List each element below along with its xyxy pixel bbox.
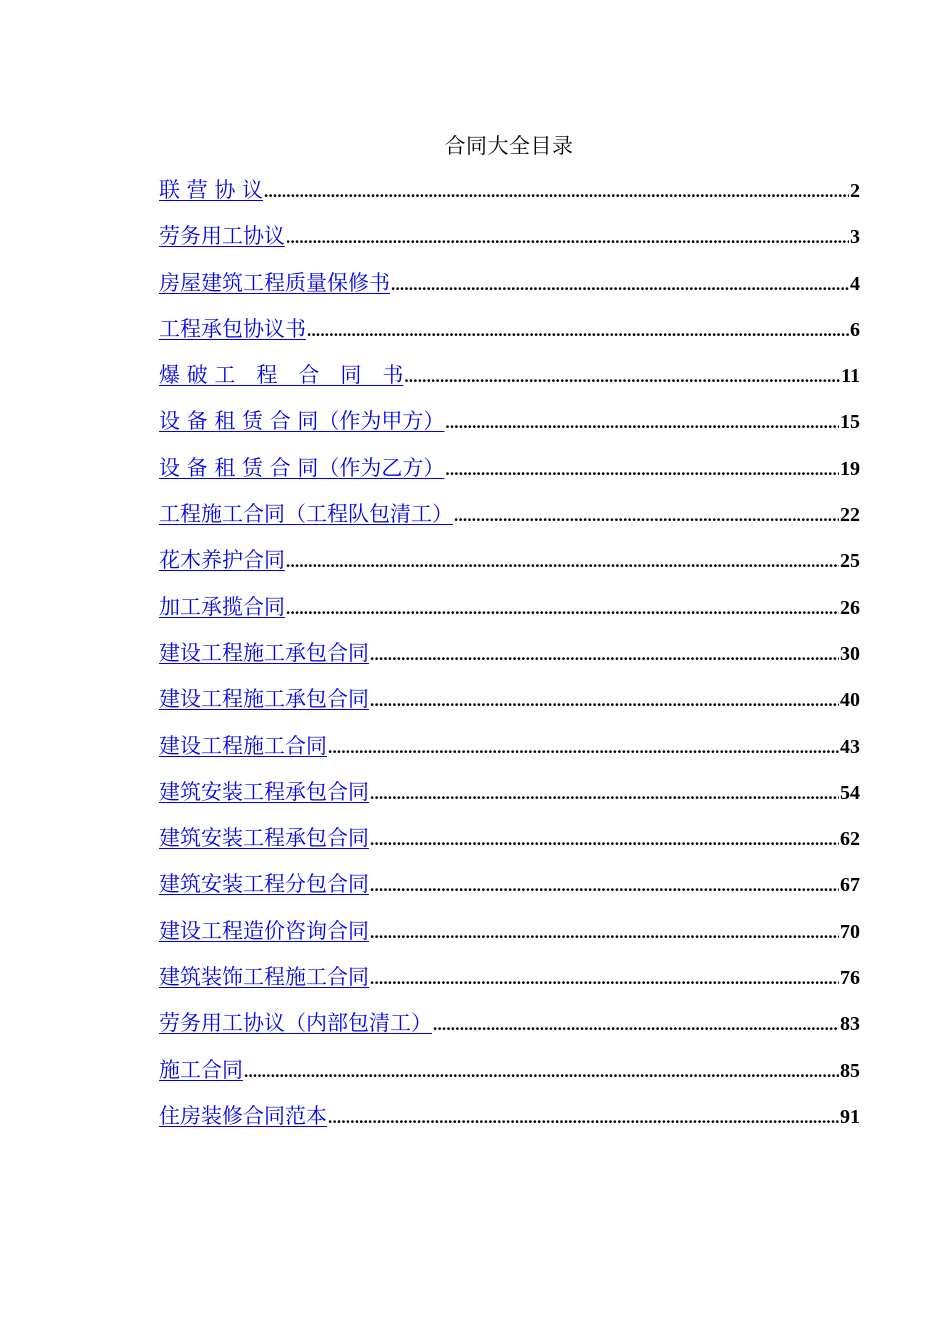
toc-page-number: 40 xyxy=(840,689,860,712)
toc-entry xyxy=(159,820,860,866)
toc-entry xyxy=(159,913,860,959)
toc-entry xyxy=(159,635,860,681)
toc-page-number: 85 xyxy=(840,1059,860,1082)
toc-page-number: 11 xyxy=(841,365,860,388)
toc-page-number: 26 xyxy=(840,596,860,619)
toc-leader-dots xyxy=(264,174,849,210)
toc-leader-dots xyxy=(286,220,849,256)
toc-page-number: 91 xyxy=(840,1105,860,1128)
toc-leader-dots xyxy=(445,405,839,441)
toc-entry xyxy=(159,172,860,218)
toc-leader-dots xyxy=(370,961,839,997)
toc-link[interactable]: 花木养护合同 xyxy=(159,548,285,573)
toc-page-number: 15 xyxy=(840,411,860,434)
toc-link[interactable]: 施工合同 xyxy=(159,1057,243,1082)
toc-leader-dots xyxy=(454,498,839,534)
toc-page-number: 76 xyxy=(840,967,860,990)
toc-link[interactable]: 工程承包协议书 xyxy=(159,316,306,341)
toc-entry xyxy=(159,959,860,1005)
toc-link[interactable]: 加工承揽合同 xyxy=(159,594,285,619)
toc-link[interactable]: 房屋建筑工程质量保修书 xyxy=(159,270,390,295)
toc-leader-dots xyxy=(328,1100,839,1136)
toc-link[interactable]: 劳务用工协议（内部包清工） xyxy=(159,1011,432,1036)
toc-entry xyxy=(159,589,860,635)
toc-page-number: 6 xyxy=(850,318,860,341)
toc-page-number: 2 xyxy=(850,180,860,202)
toc-link[interactable]: 设 备 租 赁 合 同（作为甲方） xyxy=(159,409,445,434)
toc-leader-dots xyxy=(445,452,839,488)
toc-entry xyxy=(159,311,860,357)
toc-link[interactable]: 爆 破 工 程 合 同 书 xyxy=(159,363,404,388)
toc-page-number: 4 xyxy=(850,272,860,295)
toc-leader-dots xyxy=(286,544,839,580)
toc-leader-dots xyxy=(404,359,840,395)
toc-leader-dots xyxy=(370,915,839,951)
toc-leader-dots xyxy=(391,267,849,303)
table-of-contents xyxy=(159,172,860,1144)
toc-link[interactable]: 建设工程施工承包合同 xyxy=(159,640,369,665)
toc-page-number: 62 xyxy=(840,828,860,851)
toc-page-number: 67 xyxy=(840,874,860,897)
toc-leader-dots xyxy=(370,683,839,719)
toc-link[interactable]: 建筑安装工程承包合同 xyxy=(159,826,369,851)
toc-entry xyxy=(159,866,860,912)
toc-leader-dots xyxy=(433,1007,839,1043)
toc-entry xyxy=(159,450,860,496)
toc-link[interactable]: 建筑安装工程承包合同 xyxy=(159,779,369,804)
toc-leader-dots xyxy=(244,1054,839,1090)
toc-link[interactable]: 建设工程施工合同 xyxy=(159,733,327,758)
toc-leader-dots xyxy=(307,313,849,349)
toc-leader-dots xyxy=(286,591,839,627)
toc-page-number: 25 xyxy=(840,550,860,573)
toc-entry xyxy=(159,357,860,403)
toc-entry xyxy=(159,403,860,449)
toc-entry xyxy=(159,774,860,820)
toc-leader-dots xyxy=(370,637,839,673)
toc-leader-dots xyxy=(370,868,839,904)
toc-link[interactable]: 建筑装饰工程施工合同 xyxy=(159,965,369,990)
toc-entry xyxy=(159,218,860,264)
toc-link[interactable]: 工程施工合同（工程队包清工） xyxy=(159,502,453,527)
toc-entry xyxy=(159,542,860,588)
toc-page-number: 22 xyxy=(840,504,860,527)
toc-page-number: 3 xyxy=(850,226,860,249)
toc-entry xyxy=(159,496,860,542)
toc-leader-dots xyxy=(370,776,839,812)
toc-leader-dots xyxy=(370,822,839,858)
toc-page-number: 54 xyxy=(840,781,860,804)
toc-page-number: 70 xyxy=(840,920,860,943)
toc-entry xyxy=(159,1005,860,1051)
toc-entry xyxy=(159,728,860,774)
toc-link[interactable]: 设 备 租 赁 合 同（作为乙方） xyxy=(159,455,445,480)
toc-link[interactable]: 住房装修合同范本 xyxy=(159,1103,327,1128)
toc-entry xyxy=(159,1052,860,1098)
toc-link[interactable]: 建设工程施工承包合同 xyxy=(159,687,369,712)
toc-link[interactable]: 联 营 协 议 xyxy=(159,178,264,202)
toc-page-number: 30 xyxy=(840,642,860,665)
toc-leader-dots xyxy=(328,730,839,766)
toc-entry xyxy=(159,1098,860,1144)
toc-page-number: 83 xyxy=(840,1013,860,1036)
toc-entry xyxy=(159,265,860,311)
toc-link[interactable]: 建设工程造价咨询合同 xyxy=(159,918,369,943)
toc-entry xyxy=(159,681,860,727)
page-title: 合同大全目录 xyxy=(444,134,574,158)
toc-page-number: 43 xyxy=(840,735,860,758)
toc-link[interactable]: 建筑安装工程分包合同 xyxy=(159,872,369,897)
toc-page-number: 19 xyxy=(840,457,860,480)
toc-link[interactable]: 劳务用工协议 xyxy=(159,224,285,249)
